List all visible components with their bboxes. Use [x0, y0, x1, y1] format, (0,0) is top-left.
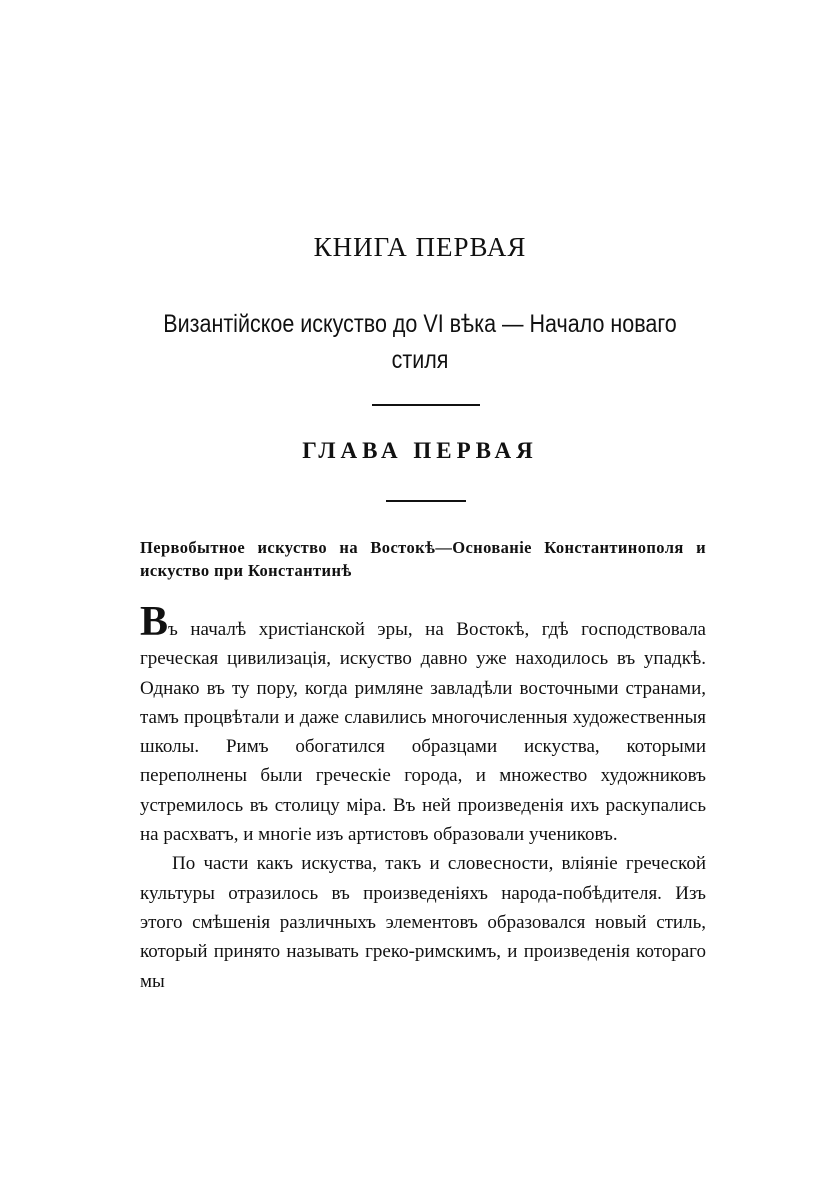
paragraph-1-text: ъ началѣ христіанской эры, на Востокѣ, гдѣ господствовала греческая цивилизація, искуство давно уже находилось въ упадкѣ. Однако въ ту пору, когда римляне завладѣли восточными странами, тамъ процвѣтали и даже славились многочисленныя художественныя школы. Римъ обогатился образцами искуства, которыми переполнены были греческіе города, и множество художниковъ устремилось въ столицу міра. Въ ней произведенія ихъ раскупались на расхватъ, и многіе изъ артистовъ образовали учениковъ. — [140, 619, 706, 846]
paragraph-2: По части какъ искуства, такъ и словесности, вліяніе греческой культуры отразилось въ произведеніяхъ народа-побѣдителя. Изъ этого смѣшенія различныхъ элементовъ образовался новый стиль, который принято называть греко-римскимъ, и произведенія котораго мы — [140, 853, 706, 992]
divider-top — [372, 404, 480, 406]
chapter-summary: Первобытное искуство на Востокѣ—Основаніе Константинополя и искуство при Константинѣ — [140, 538, 706, 580]
book-subtitle: Византійское искуство до VI вѣка — Начало новаго стиля — [163, 310, 677, 374]
divider-bottom — [386, 500, 466, 502]
chapter-title: ГЛАВА ПЕРВАЯ — [302, 438, 538, 463]
drop-cap: В — [140, 599, 169, 645]
paragraph-1 — [140, 599, 706, 849]
body-text — [140, 599, 706, 996]
book-title: КНИГА ПЕРВАЯ — [313, 232, 527, 262]
